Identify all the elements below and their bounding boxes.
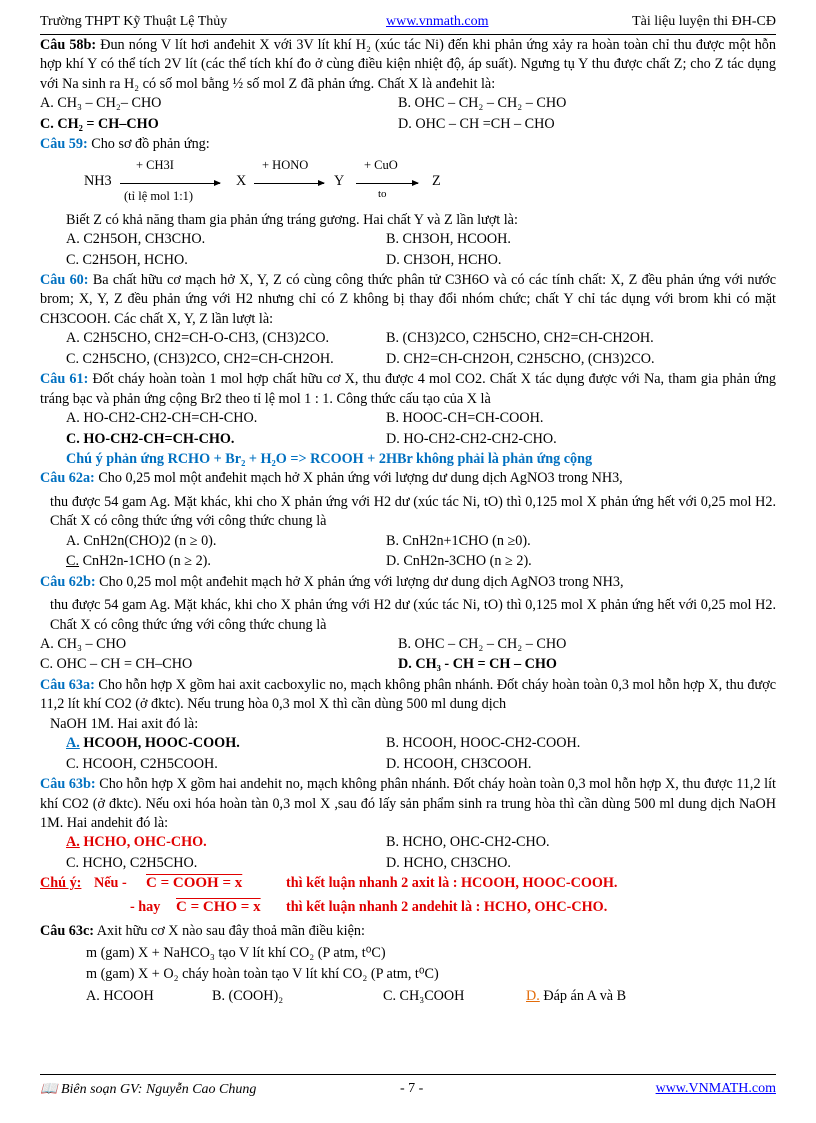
q-text: Cho hỗn hợp X gồm hai axit cacboxylic no, mạch không phân nhánh. Đốt cháy hoàn toàn 0,3 mol hỗn hợp X, thu được 11,2 lít khí CO2 (ở đktc). Nếu trung hòa 0,3 mol X thì cần dùng 500 ml dung dịch <box>40 676 777 713</box>
header-website-link[interactable]: www.vnmath.com <box>386 14 489 29</box>
arrow-1 <box>120 183 220 184</box>
footer-website-link[interactable]: www.VNMATH.com <box>655 1081 776 1096</box>
arrow-3 <box>356 183 418 184</box>
note-if: Nếu - <box>94 875 127 892</box>
scheme-reagent-3: + CuO <box>364 157 398 172</box>
note-row-2 <box>40 898 776 922</box>
options-row <box>40 94 776 115</box>
q-label: Câu 61: <box>40 371 89 388</box>
option-a: A. HCOOH <box>86 987 154 1004</box>
q-text: Ba chất hữu cơ mạch hở X, Y, Z có cùng công thức phân tử C3H6O và có các tính chất: X, Z đều phản ứng với nước brom; X, Y, Z đều phản ứng với H2 nhưng chỉ có Z không bị thay đổi nhóm chức; chất Y chỉ tác dụng với brom khi có mặt CH3COOH. Các chất X, Y, Z lần lượt là: <box>40 272 776 327</box>
option-c: C. HCOOH, C2H5COOH. <box>66 755 218 772</box>
q-text: Cho 0,25 mol một anđehit mạch hở X phản ứng với lượng dư dung dịch AgNO3 trong NH3, <box>98 470 623 487</box>
option-c: C. CH₃COOH <box>383 987 465 1004</box>
q-text: Cho sơ đồ phản ứng: <box>91 136 210 153</box>
author-text: Biên soạn GV: Nguyễn Cao Chung <box>60 1082 257 1097</box>
condition-1: m (gam) X + NaHCO₃ tạo V lít khí CO₂ (P atm, t⁰C) <box>86 944 386 961</box>
q-text: Cho 0,25 mol một anđehit mạch hở X phản ứng với lượng dư dung dịch AgNO3 trong NH3, <box>99 573 624 590</box>
option-a-text: HCOOH, HOOC-COOH. <box>79 735 240 752</box>
question-63b <box>40 775 776 833</box>
options-row <box>40 854 776 875</box>
q-text: Đốt cháy hoàn toàn 1 mol hợp chất hữu cơ X, thu được 4 mol CO2. Chất X tác dụng được với Na, tham gia phản ứng tráng bạc và phản ứng cộng Br2 theo tỉ lệ mol 1 : 1. Công thức cấu tạo của X là <box>40 371 777 407</box>
option-c: C. CH₂ = CH–CHO <box>40 115 159 132</box>
options-row <box>40 635 776 656</box>
option-a: A. CH₃ – CHO <box>40 635 127 652</box>
page-footer <box>40 1074 776 1101</box>
answer-letter: D. <box>526 987 540 1004</box>
options-row <box>40 329 776 350</box>
author <box>40 1081 256 1098</box>
option-a: A. C2H5OH, CH3CHO. <box>66 231 206 248</box>
note-conclusion-1: thì kết luận nhanh 2 axit là : HCOOH, HOOC-COOH. <box>286 875 618 892</box>
q-text: Đun nóng V lít hơi anđehit X với 3V lít khí H₂ (xúc tác Ni) đến khi phản ứng xảy ra hoàn toàn chỉ thu được một hỗn hợp khí Y có thể tích 2V lít (các thể tích khí đo ở cùng điều kiện nhiệt độ, áp suất). Ngưng tụ Y thu được chất Z; cho Z tác dụng với Na sinh ra H₂ có số mol bằng ½ số mol Z đã phản ứng. Chất X là anđehit là: <box>40 37 776 92</box>
options-row <box>40 987 776 1008</box>
option-a <box>66 833 207 852</box>
q-label: Câu 63b: <box>40 776 96 793</box>
condition-2: m (gam) X + O₂ cháy hoàn toàn tạo V lít khí CO₂ (P atm, t⁰C) <box>86 966 439 983</box>
question-58b <box>40 36 776 94</box>
question-63a <box>40 676 776 715</box>
note-61: Chú ý phản ứng RCHO + Br₂ + H₂O => RCOOH + 2HBr không phải là phản ứng cộng <box>66 451 593 468</box>
q-text-2: thu được 54 gam Ag. Mặt khác, khi cho X phản ứng với H2 dư (xúc tác Ni, tO) thì 0,125 mol X phản ứng hết với 0,25 mol H2. Chất X có công thức ứng với công thức chung là <box>50 597 776 633</box>
question-62b <box>40 573 776 592</box>
option-d: D. CnH2n-3CHO (n ≥ 2). <box>386 553 532 570</box>
q-label: Câu 60: <box>40 272 89 289</box>
q-stem: Biết Z có khả năng tham gia phản ứng tráng gương. Hai chất Y và Z lần lượt là: <box>66 211 518 228</box>
option-b: B. HCOOH, HOOC-CH2-COOH. <box>386 735 581 752</box>
scheme-nh3: NH3 <box>84 172 112 189</box>
scheme-reagent-2: + HONO <box>262 157 309 172</box>
q-text: Cho hỗn hợp X gồm hai andehit no, mạch không phân nhánh. Đốt cháy hoàn toàn 0,3 mol hỗn hợp X, thu được 11,2 lít khí CO2 (ở đktc). Nếu oxi hóa hoàn tàn 0,3 mol X ,sau đó lấy sản phẩm sinh ra trung hòa thì cần dùng 500 ml dung dịch NaOH 1M. Hai andehit đó là: <box>40 776 776 831</box>
option-d: D. CH2=CH-CH2OH, C2H5CHO, (CH3)2CO. <box>386 350 655 367</box>
option-d: D. OHC – CH =CH – CHO <box>398 115 555 132</box>
option-b: B. (CH3)2CO, C2H5CHO, CH2=CH-CH2OH. <box>386 330 654 347</box>
note-label-text: Chú ý: <box>40 875 82 892</box>
option-b: B. OHC – CH₂ – CH₂ – CHO <box>398 95 567 112</box>
option-c: C. HO-CH2-CH=CH-CHO. <box>66 430 235 447</box>
question-62a <box>40 469 776 488</box>
q-label: Câu 62a: <box>40 470 95 487</box>
scheme-ratio: (tỉ lệ mol 1:1) <box>124 188 194 203</box>
option-c <box>66 552 211 571</box>
options-row <box>40 734 776 755</box>
q-text-2: thu được 54 gam Ag. Mặt khác, khi cho X phản ứng với H2 dư (xúc tác Ni, tO) thì 0,125 mol X phản ứng hết với 0,25 mol H2. Chất X có công thức ứng với công thức chung là <box>50 493 776 530</box>
option-d-text: Đáp án A và B <box>539 987 627 1004</box>
option-a: A. CH₃ – CH₂– CHO <box>40 95 162 112</box>
option-d: D. CH3OH, HCHO. <box>386 251 502 268</box>
option-d: D. HCOOH, CH3COOH. <box>386 755 532 772</box>
option-a: A. C2H5CHO, CH2=CH-O-CH3, (CH3)2CO. <box>66 330 329 347</box>
option-a-text: HCHO, OHC-CHO. <box>79 834 207 851</box>
options-row <box>40 755 776 776</box>
option-d: D. HO-CH2-CH2-CH2-CHO. <box>386 430 557 447</box>
answer-letter: A. <box>66 834 80 851</box>
scheme-z: Z <box>432 172 441 189</box>
q-label: Câu 63c: <box>40 923 94 940</box>
options-row <box>40 833 776 854</box>
q-label: Câu 62b: <box>40 573 96 590</box>
option-d: D. CH₃ - CH = CH – CHO <box>398 656 557 673</box>
note-label <box>40 874 81 893</box>
scheme-reagent-1: + CH3I <box>136 157 174 172</box>
question-63c <box>40 922 776 941</box>
options-row <box>40 655 776 676</box>
q-label: Câu 63a: <box>40 676 95 693</box>
option-a: A. CnH2n(CHO)2 (n ≥ 0). <box>66 532 217 549</box>
options-row <box>40 430 776 451</box>
option-a <box>66 734 240 753</box>
options-row <box>40 115 776 136</box>
options-row <box>40 251 776 272</box>
book-icon: 📖 <box>40 1082 58 1097</box>
options-row <box>40 532 776 553</box>
answer-letter: A. <box>66 735 80 752</box>
option-c: C. C2H5OH, HCHO. <box>66 251 188 268</box>
q-text: Axit hữu cơ X nào sau đây thoả mãn điều kiện: <box>96 923 365 940</box>
note-row-1 <box>40 874 776 898</box>
question-60 <box>40 271 776 329</box>
option-b: B. (COOH)₂ <box>212 987 284 1004</box>
answer-letter: C. <box>66 553 80 570</box>
options-row <box>40 350 776 371</box>
page-content <box>40 36 776 1007</box>
option-a: A. HO-CH2-CH2-CH=CH-CHO. <box>66 410 258 427</box>
option-c: C. C2H5CHO, (CH3)2CO, CH2=CH-CH2OH. <box>66 350 334 367</box>
option-c: C. OHC – CH = CH–CHO <box>40 656 193 673</box>
options-row <box>40 230 776 251</box>
school-name: Trường THPT Kỹ Thuật Lệ Thủy <box>40 14 228 29</box>
note-or: - hay <box>130 899 161 916</box>
scheme-temperature: to <box>378 187 387 200</box>
q-text-2: NaOH 1M. Hai axit đó là: <box>50 715 199 732</box>
question-59 <box>40 135 776 154</box>
page-number: - 7 - <box>400 1081 424 1096</box>
q-label: Câu 58b: <box>40 37 97 53</box>
formula-1: C = COOH = x <box>146 875 243 892</box>
scheme-x: X <box>236 172 247 189</box>
doc-title: Tài liệu luyện thi ĐH-CĐ <box>632 14 776 29</box>
reaction-scheme <box>40 155 776 211</box>
question-61 <box>40 370 776 409</box>
option-d: D. HCHO, CH3CHO. <box>386 854 511 871</box>
page-header <box>40 14 776 35</box>
option-b: B. CH3OH, HCOOH. <box>386 231 511 248</box>
scheme-y: Y <box>334 172 345 189</box>
note-conclusion-2: thì kết luận nhanh 2 andehit là : HCHO, OHC-CHO. <box>286 899 608 916</box>
option-b: B. HCHO, OHC-CH2-CHO. <box>386 834 550 851</box>
option-b: B. HOOC-CH=CH-COOH. <box>386 410 544 427</box>
option-d <box>526 987 626 1006</box>
arrow-2 <box>254 183 324 184</box>
option-c-text: CnH2n-1CHO (n ≥ 2). <box>79 553 211 570</box>
q-label: Câu 59: <box>40 136 88 153</box>
option-b: B. CnH2n+1CHO (n ≥0). <box>386 532 531 549</box>
formula-2: C = CHO = x <box>176 899 261 916</box>
option-b: B. OHC – CH₂ – CH₂ – CHO <box>398 635 567 652</box>
options-row <box>40 409 776 430</box>
option-c: C. HCHO, C2H5CHO. <box>66 854 198 871</box>
options-row <box>40 552 776 573</box>
